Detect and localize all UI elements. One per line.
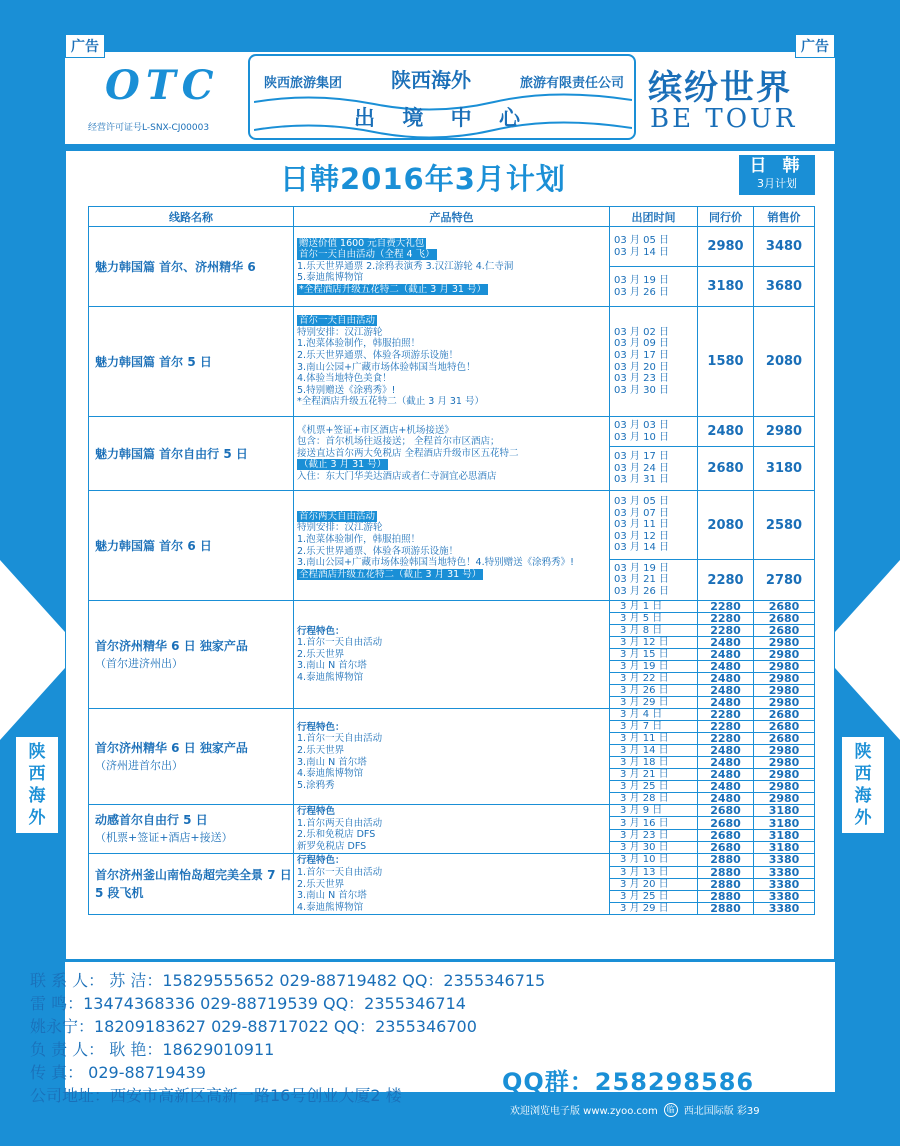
departure-date: 3 月 21 日 — [610, 769, 698, 781]
route-features — [294, 854, 610, 915]
feature-line: 4.泰迪熊博物馆 — [297, 901, 364, 913]
table-row — [89, 854, 815, 866]
peer-price: 2680 — [698, 447, 754, 491]
sale-price: 2080 — [754, 307, 815, 417]
peer-price: 2480 — [698, 769, 754, 781]
date-item: 03 月 17 日 — [614, 451, 669, 463]
peer-price: 2280 — [698, 613, 754, 625]
qq-group: QQ群：258298586 — [502, 1068, 755, 1096]
peer-price: 2480 — [698, 661, 754, 673]
peer-price: 2480 — [698, 781, 754, 793]
sale-price: 2980 — [754, 673, 815, 685]
left-side-label: 陕 西 海 外 — [16, 737, 58, 833]
features-title: 行程特色： — [297, 855, 345, 867]
route-features — [294, 805, 610, 854]
sale-price: 2980 — [754, 769, 815, 781]
feature-text: 首尔两天自由活动 — [299, 510, 376, 522]
be-tour-logo-cn: 缤纷世界 — [648, 68, 792, 108]
peer-price: 2280 — [698, 733, 754, 745]
contact-line: 姚永宁：18209183627 029-88717022 QQ：2355346700 — [30, 1017, 477, 1036]
feature-line: 4.泰迪熊博物馆 — [297, 768, 364, 780]
peer-price: 2080 — [698, 491, 754, 560]
feature-line — [297, 522, 606, 534]
feature-line — [297, 557, 606, 569]
date-item: 03 月 09 日 — [614, 338, 669, 350]
departure-date: 3 月 11 日 — [610, 733, 698, 745]
date-item: 03 月 24 日 — [614, 462, 669, 474]
route-features — [294, 417, 610, 491]
route-name — [89, 854, 294, 915]
sale-price: 3380 — [754, 903, 815, 915]
date-item: 03 月 03 日 — [614, 419, 669, 431]
route-features — [294, 227, 610, 307]
route-name: 魅力韩国篇 首尔、济州精华 6 — [89, 227, 294, 307]
peer-price: 2480 — [698, 757, 754, 769]
table-row — [89, 417, 815, 447]
feature-text: 接送直达首尔两大免税店 全程酒店升级市区五花特二 — [297, 447, 519, 459]
feature-line — [297, 284, 606, 296]
sale-price: 2980 — [754, 637, 815, 649]
peer-price: 2880 — [698, 903, 754, 915]
date-item: 03 月 23 日 — [614, 373, 669, 385]
departure-date: 3 月 13 日 — [610, 866, 698, 878]
sale-price: 3180 — [754, 817, 815, 829]
departure-date: 3 月 9 日 — [610, 805, 698, 817]
col-features: 产品特色 — [294, 207, 610, 227]
features-title: 行程特色： — [297, 721, 345, 733]
brand-name: 陕西海外 — [391, 68, 471, 92]
feature-line — [297, 534, 606, 546]
date-item: 03 月 30 日 — [614, 384, 669, 396]
sale-price: 2980 — [754, 793, 815, 805]
feature-line — [297, 373, 606, 385]
date-item: 03 月 19 日 — [614, 274, 669, 286]
departure-date: 3 月 22 日 — [610, 673, 698, 685]
contact-line: 雷 鸣：13474368336 029-88719539 QQ：2355346714 — [30, 994, 466, 1013]
sale-price: 3380 — [754, 854, 815, 866]
feature-line — [297, 261, 606, 273]
peer-price: 2980 — [698, 227, 754, 267]
feature-text: 3.南山公园+广藏市场体验韩国当地特色！4.特别赠送《涂鸦秀》! — [297, 557, 574, 569]
company-banner — [248, 54, 636, 140]
table-row — [89, 805, 815, 817]
sale-price: 2680 — [754, 733, 815, 745]
table-row — [89, 601, 815, 613]
route-name — [89, 805, 294, 854]
feature-line — [297, 350, 606, 362]
col-sale-price: 销售价 — [754, 207, 815, 227]
peer-price: 2480 — [698, 637, 754, 649]
departure-date: 3 月 25 日 — [610, 890, 698, 902]
date-item: 03 月 07 日 — [614, 507, 669, 519]
route-title: 首尔济州精华 6 日 独家产品 — [95, 740, 248, 755]
feature-line: 2.乐天世界 — [297, 648, 345, 660]
feature-line — [297, 362, 606, 374]
departure-date: 3 月 28 日 — [610, 793, 698, 805]
peer-price: 2480 — [698, 673, 754, 685]
peer-price: 2280 — [698, 709, 754, 721]
peer-price: 1580 — [698, 307, 754, 417]
departure-dates — [610, 491, 698, 560]
feature-text: 特别安排：汉江游轮 — [297, 522, 383, 534]
departure-date: 3 月 18 日 — [610, 757, 698, 769]
peer-price: 2280 — [698, 601, 754, 613]
route-subtitle: （首尔进济州出） — [95, 656, 183, 670]
feature-line — [297, 238, 606, 250]
route-title: 动感首尔自由行 5 日 — [95, 813, 208, 828]
address-line: 公司地址：西安市高新区高新一路16号创业大厦2 楼 — [30, 1086, 402, 1105]
departure-date: 3 月 19 日 — [610, 661, 698, 673]
peer-price: 2680 — [698, 842, 754, 854]
feature-text: 1.泡菜体验制作，韩服拍照！ — [297, 338, 421, 350]
route-name: 魅力韩国篇 首尔自由行 5 日 — [89, 417, 294, 491]
sale-price: 2980 — [754, 757, 815, 769]
peer-price: 3180 — [698, 267, 754, 307]
peer-price: 2280 — [698, 560, 754, 601]
sale-price: 3380 — [754, 890, 815, 902]
date-item: 03 月 12 日 — [614, 530, 669, 542]
peer-price: 2680 — [698, 817, 754, 829]
date-item: 03 月 26 日 — [614, 286, 669, 298]
feature-text: 2.乐天世界通票、体验各项游乐设施！ — [297, 545, 459, 557]
page-title: 日韩2016年3月计划 — [280, 162, 566, 196]
peer-price: 2280 — [698, 721, 754, 733]
feature-line — [297, 471, 606, 483]
peer-price: 2480 — [698, 697, 754, 709]
feature-line: 1.首尔一天自由活动 — [297, 866, 383, 878]
feature-text: 特别安排：汉江游轮 — [297, 326, 383, 338]
group-name: 陕西旅游集团 — [264, 76, 343, 91]
departure-date: 3 月 16 日 — [610, 817, 698, 829]
route-subtitle: （机票+签证+酒店+接送） — [95, 831, 233, 845]
features-title: 行程特色： — [297, 625, 345, 637]
departure-dates — [610, 417, 698, 447]
departure-date: 3 月 23 日 — [610, 829, 698, 841]
center-name: 出 境 中 心 — [354, 106, 530, 130]
be-tour-logo-en: BE TOUR — [650, 104, 798, 134]
departure-date: 3 月 14 日 — [610, 745, 698, 757]
col-route: 线路名称 — [89, 207, 294, 227]
feature-line — [297, 338, 606, 350]
peer-price: 2880 — [698, 866, 754, 878]
sale-price: 3180 — [754, 447, 815, 491]
feature-line: 2.乐天世界 — [297, 878, 345, 890]
sale-price: 2980 — [754, 649, 815, 661]
departure-date: 3 月 1 日 — [610, 601, 698, 613]
footer — [510, 1102, 760, 1117]
feature-line — [297, 546, 606, 558]
license-number: 经营许可证号L-SNX-CJ00003 — [88, 123, 210, 133]
departure-date: 3 月 4 日 — [610, 709, 698, 721]
feature-line — [297, 448, 606, 460]
peer-price: 2880 — [698, 854, 754, 866]
sale-price: 2980 — [754, 745, 815, 757]
date-item: 03 月 26 日 — [614, 585, 669, 597]
feature-text: 5.泰迪熊博物馆 — [297, 272, 364, 284]
sale-price: 2680 — [754, 721, 815, 733]
feature-line — [297, 436, 606, 448]
departure-date: 3 月 7 日 — [610, 721, 698, 733]
feature-line — [297, 511, 606, 523]
feature-line: 4.泰迪熊博物馆 — [297, 671, 364, 683]
feature-text: （截止 3 月 31 号） — [299, 459, 387, 471]
feature-line — [297, 459, 606, 471]
edition-seal-icon: 临 — [664, 1103, 678, 1117]
departure-dates — [610, 307, 698, 417]
feature-line: 2.乐天世界 — [297, 744, 345, 756]
peer-price: 2680 — [698, 805, 754, 817]
feature-line: 新罗免税店 DFS — [297, 840, 367, 852]
sale-price: 2980 — [754, 417, 815, 447]
col-peer-price: 同行价 — [698, 207, 754, 227]
departure-date: 3 月 15 日 — [610, 649, 698, 661]
feature-text: 首尔一天自由活动 — [299, 315, 376, 327]
table-row — [89, 491, 815, 560]
table-header-row — [89, 207, 815, 227]
feature-line: 1.首尔两天自由活动 — [297, 817, 383, 829]
route-subtitle: （济州进首尔出） — [95, 758, 183, 772]
sale-price: 2580 — [754, 491, 815, 560]
feature-text: 入住：东大门华美达酒店或者仁寺洞宜必思酒店 — [297, 470, 497, 482]
peer-price: 2480 — [698, 649, 754, 661]
date-item: 03 月 17 日 — [614, 349, 669, 361]
sale-price: 2980 — [754, 697, 815, 709]
departure-date: 3 月 29 日 — [610, 697, 698, 709]
sale-price: 3380 — [754, 878, 815, 890]
departure-date: 3 月 12 日 — [610, 637, 698, 649]
feature-line: 5.涂鸦秀 — [297, 779, 335, 791]
region-tag: 日 韩 3月计划 — [739, 155, 815, 195]
date-item: 03 月 19 日 — [614, 562, 669, 574]
departure-dates — [610, 227, 698, 267]
feature-text: 1.泡菜体验制作，韩服拍照！ — [297, 533, 421, 545]
feature-text: 首尔一天自由活动（全程 4 飞） — [299, 249, 435, 261]
feature-text: 3.南山公园+广藏市场体验韩国当地特色！ — [297, 361, 476, 373]
feature-text: 全程酒店升级五花特二（截止 3 月 31 号） — [299, 568, 482, 580]
feature-line — [297, 249, 606, 261]
feature-line — [297, 569, 606, 581]
route-name — [89, 601, 294, 709]
feature-line: 2.乐和免税店 DFS — [297, 829, 376, 841]
departure-date: 3 月 30 日 — [610, 842, 698, 854]
peer-price: 2480 — [698, 685, 754, 697]
feature-line: 3.南山 N 首尔塔 — [297, 756, 367, 768]
footer-edition: 西北国际版 彩39 — [683, 1106, 760, 1117]
feature-line — [297, 425, 606, 437]
col-dates: 出团时间 — [610, 207, 698, 227]
route-features — [294, 307, 610, 417]
peer-price: 2880 — [698, 878, 754, 890]
date-item: 03 月 21 日 — [614, 574, 669, 586]
main-panel — [65, 150, 835, 960]
date-item: 03 月 14 日 — [614, 542, 669, 554]
feature-line — [297, 396, 606, 408]
departure-date: 3 月 10 日 — [610, 854, 698, 866]
route-title: 首尔济州精华 6 日 独家产品 — [95, 638, 248, 653]
sale-price: 3680 — [754, 267, 815, 307]
date-item: 03 月 05 日 — [614, 496, 669, 508]
contact-line: 联 系 人： 苏 洁：15829555652 029-88719482 QQ：2355346715 — [30, 971, 546, 990]
right-side-label: 陕 西 海 外 — [842, 737, 884, 833]
departure-date: 3 月 26 日 — [610, 685, 698, 697]
departure-date: 3 月 5 日 — [610, 613, 698, 625]
departure-dates — [610, 560, 698, 601]
peer-price: 2280 — [698, 625, 754, 637]
departure-dates — [610, 447, 698, 491]
route-title: 首尔济州釜山南怡岛超完美全景 7 日 5 段飞机 — [95, 868, 292, 901]
sale-price: 3180 — [754, 842, 815, 854]
peer-price: 2480 — [698, 417, 754, 447]
peer-price: 2480 — [698, 745, 754, 757]
peer-price: 2680 — [698, 829, 754, 841]
feature-text: 《机票+签证+市区酒店+机场接送》 — [297, 424, 454, 436]
departure-date: 3 月 8 日 — [610, 625, 698, 637]
feature-line: 1.首尔一天自由活动 — [297, 637, 383, 649]
feature-line: 1.首尔一天自由活动 — [297, 733, 383, 745]
date-item: 03 月 14 日 — [614, 246, 669, 258]
footer-text: 欢迎浏览电子版 www.zyoo.com — [510, 1106, 658, 1117]
sale-price: 3480 — [754, 227, 815, 267]
feature-line — [297, 327, 606, 339]
date-item: 03 月 31 日 — [614, 474, 669, 486]
route-name: 魅力韩国篇 首尔 5 日 — [89, 307, 294, 417]
sale-price: 3180 — [754, 829, 815, 841]
route-features — [294, 491, 610, 601]
sale-price: 2680 — [754, 709, 815, 721]
peer-price: 2480 — [698, 793, 754, 805]
departure-date: 3 月 20 日 — [610, 878, 698, 890]
feature-line: 3.南山 N 首尔塔 — [297, 660, 367, 672]
route-name: 魅力韩国篇 首尔 6 日 — [89, 491, 294, 601]
features-title: 行程特色 — [297, 806, 336, 817]
peer-price: 2880 — [698, 890, 754, 902]
company-suffix: 旅游有限责任公司 — [519, 76, 624, 91]
date-item: 03 月 11 日 — [614, 519, 669, 531]
feature-text: *全程酒店升级五花特二（截止 3 月 31 号） — [297, 396, 484, 408]
ad-tag-left: 广告 — [65, 34, 105, 58]
date-item: 03 月 20 日 — [614, 361, 669, 373]
feature-line — [297, 272, 606, 284]
sale-price: 2980 — [754, 685, 815, 697]
manager-line: 负 责 人： 耿 艳：18629010911 — [30, 1040, 275, 1059]
sale-price: 3180 — [754, 805, 815, 817]
feature-text: 包含：首尔机场往返接送； 全程首尔市区酒店； — [297, 436, 500, 448]
departure-dates — [610, 267, 698, 307]
feature-text: *全程酒店升级五花特二（截止 3 月 31 号） — [299, 283, 486, 295]
sale-price: 3380 — [754, 866, 815, 878]
sale-price: 2980 — [754, 661, 815, 673]
route-features — [294, 709, 610, 805]
feature-line: 3.南山 N 首尔塔 — [297, 890, 367, 902]
table-row — [89, 307, 815, 417]
feature-text: 2.乐天世界通票、体验各项游乐设施！ — [297, 349, 459, 361]
table-row — [89, 227, 815, 267]
sale-price: 2680 — [754, 613, 815, 625]
table-row — [89, 709, 815, 721]
route-name — [89, 709, 294, 805]
sale-price: 2680 — [754, 601, 815, 613]
otc-logo: OTC — [105, 62, 220, 109]
date-item: 03 月 10 日 — [614, 431, 669, 443]
feature-line — [297, 385, 606, 397]
departure-date: 3 月 29 日 — [610, 903, 698, 915]
schedule-table — [88, 206, 815, 915]
route-features — [294, 601, 610, 709]
date-item: 03 月 02 日 — [614, 326, 669, 338]
feature-text: 1.乐天世界通票 2.涂鸦表演秀 3.汉江游轮 4.仁寺洞 — [297, 260, 514, 272]
feature-text: 赠送价值 1600 元自费大礼包 — [299, 237, 425, 249]
sale-price: 2780 — [754, 560, 815, 601]
feature-text: 4.体验当地特色美食！ — [297, 373, 392, 385]
sale-price: 2680 — [754, 625, 815, 637]
feature-line — [297, 315, 606, 327]
sale-price: 2980 — [754, 781, 815, 793]
date-item: 03 月 05 日 — [614, 234, 669, 246]
departure-date: 3 月 25 日 — [610, 781, 698, 793]
feature-text: 5.特别赠送《涂鸦秀》! — [297, 384, 396, 396]
fax-line: 传 真： 029-88719439 — [30, 1063, 206, 1082]
ad-tag-right: 广告 — [795, 34, 835, 58]
